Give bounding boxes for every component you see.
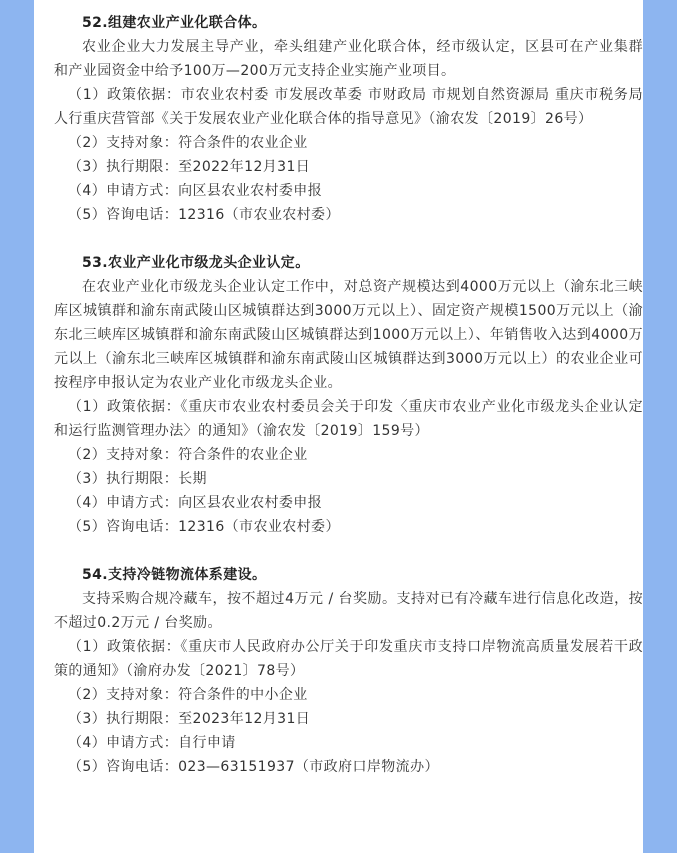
section-heading: 52.组建农业产业化联合体。 (82, 15, 267, 31)
consult-phone: （5）咨询电话：12316（市农业农村委） (68, 519, 340, 535)
policy-basis: （1）政策依据：《重庆市农业农村委员会关于印发〈重庆市农业产业化市级龙头企业认定和运行监测管理办法〉的通知》（渝农发〔2019〕159号） (54, 399, 643, 439)
document-content (54, 11, 643, 779)
application-method: （4）申请方式：自行申请 (68, 735, 236, 751)
policy-basis: （1）政策依据：《重庆市人民政府办公厅关于印发重庆市支持口岸物流高质量发展若干政策的通知》（渝府办发〔2021〕78号） (54, 639, 643, 679)
section-body: 在农业产业化市级龙头企业认定工作中，对总资产规模达到4000万元以上（渝东北三峡库区城镇群和渝东南武陵山区城镇群达到3000万元以上）、固定资产规模1500万元以上（渝东北三峡库区城镇群和渝东南武陵山区城镇群达到1000万元以上）、年销售收入达到4000万元以上（渝东北三峡库区城镇群和渝东南武陵山区城镇群达到3000万元以上）的农业企业可按程序申报认定为农业产业化市级龙头企业。 (54, 279, 643, 391)
support-target: （2）支持对象：符合条件的农业企业 (68, 135, 308, 151)
support-target: （2）支持对象：符合条件的中小企业 (68, 687, 308, 703)
application-method: （4）申请方式：向区县农业农村委申报 (68, 495, 323, 511)
execution-period: （3）执行期限：至2023年12月31日 (68, 711, 311, 727)
section-body: 农业企业大力发展主导产业，牵头组建产业化联合体，经市级认定，区县可在产业集群和产业园资金中给予100万—200万元支持企业实施产业项目。 (54, 39, 643, 79)
consult-phone: （5）咨询电话：023—63151937（市政府口岸物流办） (68, 759, 439, 775)
support-target: （2）支持对象：符合条件的农业企业 (68, 447, 308, 463)
execution-period: （3）执行期限：至2022年12月31日 (68, 159, 311, 175)
section-heading: 54.支持冷链物流体系建设。 (82, 567, 267, 583)
policy-section-53 (54, 251, 643, 539)
policy-section-54 (54, 563, 643, 779)
execution-period: （3）执行期限：长期 (68, 471, 207, 487)
application-method: （4）申请方式：向区县农业农村委申报 (68, 183, 323, 199)
policy-basis: （1）政策依据：市农业农村委 市发展改革委 市财政局 市规划自然资源局 重庆市税务局 人行重庆营管部《关于发展农业产业化联合体的指导意见》（渝农发〔2019〕26号） (54, 87, 643, 127)
section-heading: 53.农业产业化市级龙头企业认定。 (82, 255, 310, 271)
section-body: 支持采购合规冷藏车，按不超过4万元 / 台奖励。支持对已有冷藏车进行信息化改造，按不超过0.2万元 / 台奖励。 (54, 591, 643, 631)
policy-section-52 (54, 11, 643, 227)
document-page (34, 0, 643, 853)
consult-phone: （5）咨询电话：12316（市农业农村委） (68, 207, 340, 223)
